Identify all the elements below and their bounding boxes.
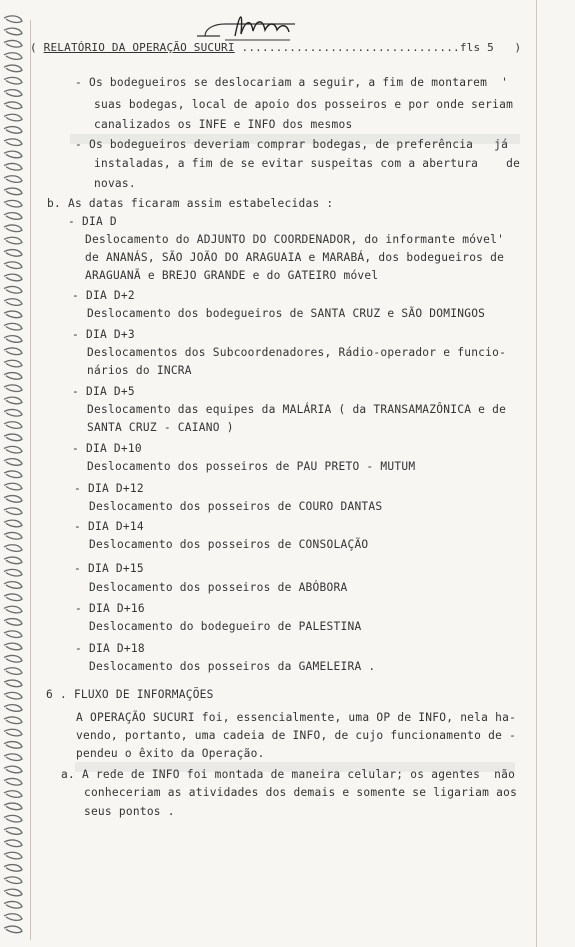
spiral-coil (4, 619, 22, 626)
document-line: de ANANÁS, SÃO JOÃO DO ARAGUAIA e MARABÁ, dos bodegueiros de (85, 251, 505, 264)
document-line: - DIA D (68, 215, 117, 228)
spiral-coil (4, 508, 22, 515)
spiral-coil (4, 828, 22, 835)
spiral-coil (4, 65, 22, 72)
spiral-coil (4, 274, 22, 281)
spiral-coil (4, 803, 22, 810)
document-line: Deslocamento dos bodegueiros de SANTA CRUZ e SÃO DOMINGOS (87, 307, 486, 320)
document-line: Deslocamento dos posseiros de ABÓBORA (89, 581, 348, 594)
document-line: Deslocamento dos posseiros de PAU PRETO - MUTUM (87, 460, 416, 473)
spiral-coil (4, 250, 22, 257)
document-line: novas. (80, 177, 136, 190)
spiral-coil (4, 299, 22, 306)
spiral-coil (4, 188, 22, 195)
spiral-coil (4, 532, 22, 539)
spiral-coil (4, 385, 22, 392)
document-line: Deslocamento do bodegueiro de PALESTINA (89, 620, 362, 633)
document-line: - DIA D+3 (72, 328, 135, 341)
header-dots: ................................ (234, 41, 460, 54)
spiral-coil (4, 520, 22, 527)
spiral-coil (4, 40, 22, 47)
spiral-coil (4, 680, 22, 687)
spiral-coil (4, 569, 22, 576)
header-close-paren: ) (493, 41, 522, 54)
spiral-coil (4, 127, 22, 134)
spiral-coil (4, 286, 22, 293)
spiral-coil (4, 459, 22, 466)
spiral-coil (4, 323, 22, 330)
document-line: Deslocamento dos posseiros de COURO DANTAS (89, 500, 383, 513)
document-line: SANTA CRUZ - CAIANO ) (87, 421, 234, 434)
document-line: canalizados os INFE e INFO dos mesmos (80, 118, 353, 131)
page-number: fls 5 (459, 41, 494, 54)
document-line: - Os bodegueiros se deslocariam a seguir, a fim de montarem ' (75, 76, 509, 89)
report-title: RELATÓRIO DA OPERAÇÃO SUCURI (43, 41, 235, 54)
document-line: - DIA D+12 (74, 482, 144, 495)
document-line: - DIA D+15 (74, 562, 144, 575)
spiral-coil (4, 729, 22, 736)
spiral-coil (4, 139, 22, 146)
document-line: Deslocamento dos posseiros de CONSOLAÇÃO (89, 538, 369, 551)
spiral-coil (4, 545, 22, 552)
spiral-coil (4, 409, 22, 416)
document-line: - DIA D+5 (72, 385, 135, 398)
document-line: pendeu o êxito da Operação. (76, 747, 265, 760)
document-line: conheceriam as atividades dos demais e somente se ligariam aos (63, 786, 518, 799)
spiral-coil (4, 606, 22, 613)
spiral-coil (4, 791, 22, 798)
section-b-heading: b. As datas ficaram assim estabelecidas : (47, 197, 334, 210)
document-line: - DIA D+2 (72, 289, 135, 302)
spiral-coil (4, 655, 22, 662)
spiral-coil (4, 102, 22, 109)
document-line: - DIA D+10 (72, 442, 142, 455)
spiral-coil (4, 901, 22, 908)
document-line: instaladas, a fim de se evitar suspeitas com a abertura de (80, 157, 521, 170)
document-line: seus pontos . (63, 805, 175, 818)
spiral-coil (4, 262, 22, 269)
spiral-coil (4, 213, 22, 220)
document-line: suas bodegas, local de apoio dos posseiros e por onde seriam (80, 98, 514, 111)
handwritten-signature (195, 6, 305, 46)
spiral-coil (4, 643, 22, 650)
spiral-coil (4, 360, 22, 367)
spiral-coil (4, 176, 22, 183)
document-line: - DIA D+16 (75, 602, 145, 615)
section-6-heading: 6 . FLUXO DE INFORMAÇÕES (46, 688, 214, 701)
document-line: Deslocamento das equipes da MALÁRIA ( da TRANSAMAZÔNICA e de (87, 403, 507, 416)
spiral-coil (4, 237, 22, 244)
spiral-coil (4, 114, 22, 121)
spiral-coil (4, 77, 22, 84)
spiral-coil (4, 90, 22, 97)
right-margin-line (536, 0, 537, 947)
spiral-coil (4, 434, 22, 441)
spiral-coil (4, 877, 22, 884)
spiral-coil (4, 225, 22, 232)
spiral-coil (4, 594, 22, 601)
spiral-coil (4, 496, 22, 503)
spiral-coil (4, 200, 22, 207)
spiral-coil (4, 865, 22, 872)
spiral-coil (4, 28, 22, 35)
spiral-coil (4, 852, 22, 859)
spiral-coil (4, 914, 22, 921)
spiral-coil (4, 778, 22, 785)
spiral-coil (4, 705, 22, 712)
spiral-coil (4, 483, 22, 490)
document-line: nários do INCRA (87, 364, 192, 377)
document-line: - Os bodegueiros deveriam comprar bodegas, de preferência já (75, 138, 509, 151)
spiral-coil (4, 348, 22, 355)
document-line: - DIA D+18 (75, 642, 145, 655)
document-line: ARAGUANÃ e BREJO GRANDE e do GATEIRO móvel (85, 269, 379, 282)
document-line: Deslocamento do ADJUNTO DO COORDENADOR, do informante móvel' (85, 233, 505, 246)
spiral-coil (4, 151, 22, 158)
spiral-coil (4, 557, 22, 564)
page-header (30, 41, 550, 54)
spiral-coil (4, 840, 22, 847)
spiral-coil (4, 163, 22, 170)
margin-line (30, 20, 31, 940)
spiral-coil (4, 692, 22, 699)
spiral-coil (4, 889, 22, 896)
spiral-coil (4, 373, 22, 380)
document-line: Deslocamento dos posseiros da GAMELEIRA . (89, 660, 376, 673)
spiral-coil (4, 446, 22, 453)
spiral-coil (4, 311, 22, 318)
spiral-coil (4, 631, 22, 638)
spiral-coil (4, 336, 22, 343)
spiral-coil (4, 766, 22, 773)
spiral-coil (4, 815, 22, 822)
spiral-coil (4, 742, 22, 749)
document-line: Deslocamentos dos Subcoordenadores, Rádio-operador e funcio- (87, 346, 507, 359)
spiral-coil (4, 717, 22, 724)
spiral-coil (4, 582, 22, 589)
spiral-coil (4, 16, 22, 23)
spiral-coil (4, 668, 22, 675)
spiral-coil (4, 471, 22, 478)
document-line: A OPERAÇÃO SUCURI foi, essencialmente, uma OP de INFO, nela ha- (76, 711, 517, 724)
document-line: - DIA D+14 (74, 520, 144, 533)
spiral-coil (4, 53, 22, 60)
spiral-coil (4, 926, 22, 933)
spiral-coil (4, 397, 22, 404)
spiral-binding (0, 0, 26, 947)
spiral-coil (4, 422, 22, 429)
spiral-coil (4, 754, 22, 761)
header-open-paren: ( (30, 41, 44, 54)
document-line: a. A rede de INFO foi montada de maneira celular; os agentes não (61, 768, 516, 781)
document-line: vendo, portanto, uma cadeia de INFO, de cujo funcionamento de - (76, 729, 517, 742)
